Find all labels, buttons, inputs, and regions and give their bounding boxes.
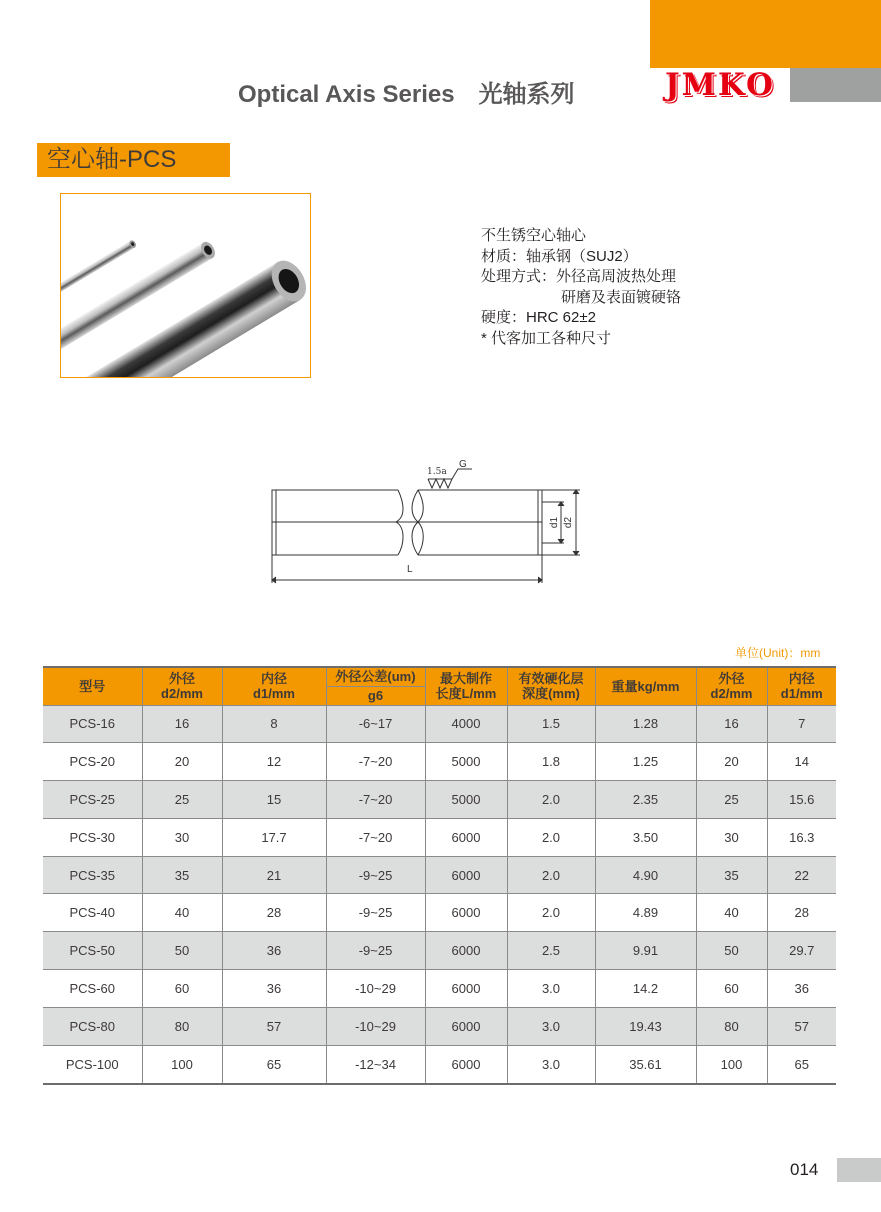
cell-tolerance: -9~25 [326,856,425,894]
col-header-max-length-unit: 长度L/mm [435,686,497,702]
cell-model: PCS-80 [43,1007,142,1045]
cell-model: PCS-30 [43,818,142,856]
col-header-inner-dia-b [767,667,836,705]
spec-line-feature: 不生锈空心轴心 [481,227,587,244]
cell-inner-dia-b: 28 [767,894,836,932]
table-row [43,781,836,819]
surface-finish-label: 1.5a [427,467,447,477]
cell-max-length: 6000 [425,818,507,856]
cell-outer-dia: 100 [142,1045,222,1084]
spec-table [43,666,836,1085]
cell-inner-dia-b: 57 [767,1007,836,1045]
table-row [43,818,836,856]
cell-weight: 9.91 [595,932,696,970]
cell-model: PCS-100 [43,1045,142,1084]
cell-weight: 1.25 [595,743,696,781]
cell-inner-dia: 12 [222,743,326,781]
spec-line-treatment: 处理方式：外径高周波热处理 [481,268,677,285]
col-header-inner-dia [222,667,326,705]
cell-model: PCS-20 [43,743,142,781]
page-number: 014 [790,1160,819,1179]
table-header-row [43,667,836,686]
col-header-outer-dia-b-cn: 外径 [718,671,745,687]
section-label: 空心轴-PCS [37,143,230,177]
cell-tolerance: -7~20 [326,781,425,819]
cell-outer-dia-b: 50 [696,932,767,970]
table-row [43,743,836,781]
brand-logo [650,68,790,102]
cell-hardening-depth: 3.0 [507,1007,595,1045]
cell-outer-dia: 80 [142,1007,222,1045]
cell-inner-dia: 15 [222,781,326,819]
length-dim-label: L [407,564,413,575]
cell-outer-dia: 30 [142,818,222,856]
col-header-outer-dia-b-unit: d2/mm [710,686,753,702]
cell-model: PCS-16 [43,705,142,743]
cell-inner-dia-b: 16.3 [767,818,836,856]
table-row [43,1045,836,1084]
cell-model: PCS-60 [43,970,142,1008]
series-title-en: Optical Axis Series [238,81,455,108]
header-gray-block [790,68,881,102]
table-row [43,970,836,1008]
unit-label: 单位(Unit)：mm [735,646,821,660]
col-header-inner-dia-unit: d1/mm [253,686,295,702]
spec-line-custom: * 代客加工各种尺寸 [481,329,612,347]
cell-max-length: 5000 [425,781,507,819]
cell-weight: 35.61 [595,1045,696,1084]
cell-max-length: 6000 [425,856,507,894]
col-header-tolerance-grade: g6 [326,686,425,705]
cell-outer-dia-b: 20 [696,743,767,781]
col-header-max-length-cn: 最大制作 [439,671,492,687]
cell-max-length: 6000 [425,1045,507,1084]
cell-tolerance: -10~29 [326,970,425,1008]
cell-tolerance: -7~20 [326,743,425,781]
hollow-shaft-illustration [61,194,311,378]
cell-hardening-depth: 2.0 [507,856,595,894]
col-header-outer-dia-b [696,667,767,705]
cell-model: PCS-25 [43,781,142,819]
cell-hardening-depth: 2.0 [507,781,595,819]
col-header-hardening-unit: 深度(mm) [522,686,580,702]
col-header-outer-dia-unit: d2/mm [161,686,203,702]
cell-outer-dia: 40 [142,894,222,932]
cell-weight: 2.35 [595,781,696,819]
table-row [43,705,836,743]
cell-weight: 4.89 [595,894,696,932]
cell-tolerance: -9~25 [326,894,425,932]
cell-max-length: 4000 [425,705,507,743]
cell-inner-dia-b: 14 [767,743,836,781]
cell-inner-dia: 57 [222,1007,326,1045]
cell-outer-dia-b: 25 [696,781,767,819]
col-header-tolerance: 外径公差(um) [326,667,425,686]
spec-description [481,226,681,349]
technical-drawing [260,455,590,590]
cell-hardening-depth: 2.0 [507,894,595,932]
cell-weight: 19.43 [595,1007,696,1045]
cell-model: PCS-40 [43,894,142,932]
outer-dia-dim-label: d2 [563,516,575,529]
header-orange-block [650,0,881,68]
col-header-weight: 重量kg/mm [595,667,696,705]
cell-outer-dia-b: 30 [696,818,767,856]
cell-outer-dia: 35 [142,856,222,894]
cell-hardening-depth: 2.0 [507,818,595,856]
cell-inner-dia: 36 [222,932,326,970]
cell-model: PCS-50 [43,932,142,970]
page-title [238,74,575,109]
col-header-outer-dia-cn: 外径 [168,671,195,687]
cell-outer-dia: 20 [142,743,222,781]
cell-tolerance: -12~34 [326,1045,425,1084]
brand-logo-text: JMKO [664,66,776,103]
grinding-mark-label: G [459,459,467,470]
col-header-inner-dia-b-unit: d1/mm [780,686,823,702]
shaft-dimension-diagram [260,455,590,590]
page-tab [837,1158,881,1182]
cell-max-length: 6000 [425,894,507,932]
col-header-max-length [425,667,507,705]
col-header-hardening-depth [507,667,595,705]
table-row [43,1007,836,1045]
cell-tolerance: -7~20 [326,818,425,856]
col-header-hardening-cn: 有效硬化层 [518,671,584,687]
cell-model: PCS-35 [43,856,142,894]
cell-hardening-depth: 1.8 [507,743,595,781]
cell-tolerance: -9~25 [326,932,425,970]
cell-weight: 3.50 [595,818,696,856]
cell-max-length: 6000 [425,1007,507,1045]
spec-line-hardness: 硬度：HRC 62±2 [481,309,596,326]
cell-outer-dia-b: 100 [696,1045,767,1084]
cell-outer-dia: 25 [142,781,222,819]
cell-hardening-depth: 2.5 [507,932,595,970]
cell-tolerance: -10~29 [326,1007,425,1045]
series-title-cn: 光轴系列 [478,81,575,108]
cell-inner-dia: 65 [222,1045,326,1084]
product-photo [60,193,311,378]
cell-inner-dia: 36 [222,970,326,1008]
cell-max-length: 5000 [425,743,507,781]
table-row [43,856,836,894]
cell-weight: 4.90 [595,856,696,894]
spec-line-treatment-cont: 研磨及表面镀硬铬 [561,288,682,306]
cell-hardening-depth: 3.0 [507,1045,595,1084]
col-header-model: 型号 [43,667,142,705]
cell-inner-dia-b: 22 [767,856,836,894]
table-row [43,932,836,970]
spec-line-material: 材质：轴承钢（SUJ2） [481,247,638,265]
cell-hardening-depth: 1.5 [507,705,595,743]
cell-outer-dia-b: 16 [696,705,767,743]
cell-outer-dia-b: 80 [696,1007,767,1045]
cell-inner-dia-b: 7 [767,705,836,743]
cell-outer-dia-b: 35 [696,856,767,894]
cell-outer-dia-b: 60 [696,970,767,1008]
col-header-inner-dia-cn: 内径 [260,671,287,687]
cell-hardening-depth: 3.0 [507,970,595,1008]
cell-outer-dia-b: 40 [696,894,767,932]
cell-outer-dia: 60 [142,970,222,1008]
cell-outer-dia: 16 [142,705,222,743]
cell-inner-dia-b: 65 [767,1045,836,1084]
cell-inner-dia-b: 15.6 [767,781,836,819]
col-header-inner-dia-b-cn: 内径 [788,671,815,687]
cell-inner-dia-b: 36 [767,970,836,1008]
inner-dia-dim-label: d1 [549,516,561,529]
cell-weight: 1.28 [595,705,696,743]
cell-tolerance: -6~17 [326,705,425,743]
cell-inner-dia-b: 29.7 [767,932,836,970]
cell-weight: 14.2 [595,970,696,1008]
cell-inner-dia: 8 [222,705,326,743]
col-header-outer-dia [142,667,222,705]
cell-inner-dia: 21 [222,856,326,894]
cell-inner-dia: 28 [222,894,326,932]
cell-max-length: 6000 [425,932,507,970]
cell-outer-dia: 50 [142,932,222,970]
cell-max-length: 6000 [425,970,507,1008]
cell-inner-dia: 17.7 [222,818,326,856]
table-row [43,894,836,932]
